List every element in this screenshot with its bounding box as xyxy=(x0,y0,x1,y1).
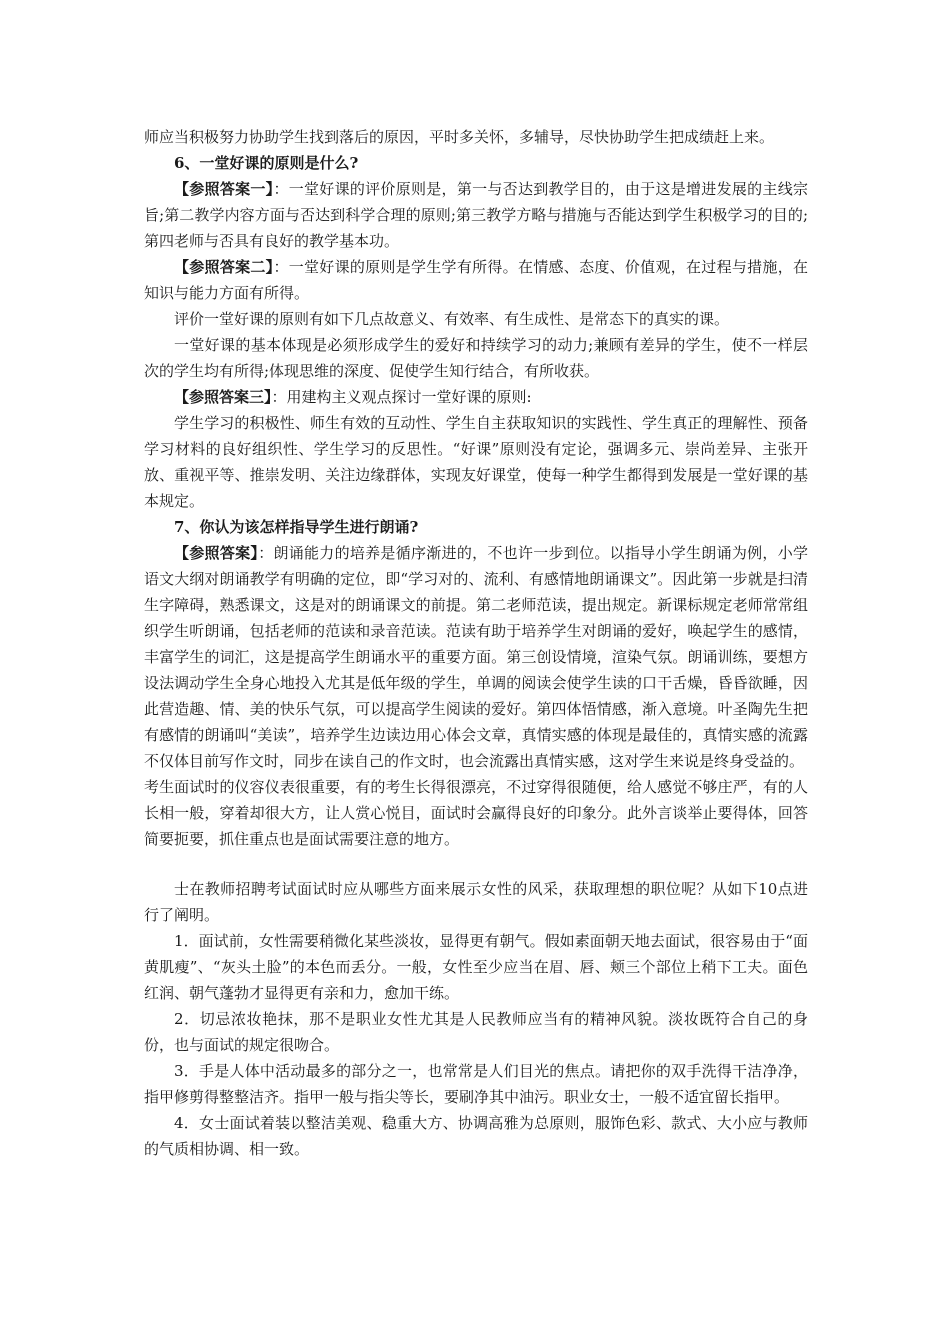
q7-answer-text: ：朗诵能力的培养是循序渐进的，不也许一步到位。以指导小学生朗诵为例，小学语文大纲对朗诵教学有明确的定位，即“学习对的、流利、有感情地朗诵课文”。因此第一步就是扫清生字障碍，熟悉课文，这是对的朗诵课文的前提。第二老师范读，提出规定。新课标规定老师常常组织学生听朗诵，包括老师的范读和录音范读。范读有助于培养学生对朗诵的爱好，唤起学生的感情，丰富学生的词汇，这是提高学生朗诵水平的重要方面。第三创设情境，渲染气氛。朗诵训练，要想方设法调动学生全身心地投入尤其是低年级的学生，单调的阅读会使学生读的口干舌燥，昏昏欲睡，因此营造趣、情、美的快乐气氛，可以提高学生阅读的爱好。第四体悟情感，渐入意境。叶圣陶先生把有感情的朗诵叫“美读”，培养学生边读边用心体会文章，真情实感的体现是最佳的，真情实感的流露不仅体目前写作文时，同步在读自己的作文时，也会流露出真情实感，这对学生来说是终身受益的。 xyxy=(144,544,808,770)
q6-answer-2-paragraph-3: 一堂好课的基本体现是必须形成学生的爱好和持续学习的动力;兼顾有差异的学生，使不一样层次的学生均有所得;体现思维的深度、促使学生知行结合，有所收获。 xyxy=(144,336,808,380)
q6-answer-2 xyxy=(144,254,808,306)
question-7-heading: 7、你认为该怎样指导学生进行朗诵? xyxy=(174,518,419,536)
appearance-paragraph: 考生面试时的仪容仪表很重要，有的考生长得很漂亮，不过穿得很随便，给人感觉不够庄严，有的人长相一般，穿着却很大方，让人赏心悦目，面试时会赢得良好的印象分。此外言谈举止要得体，回答简要扼要，抓住重点也是面试需要注意的地方。 xyxy=(144,778,808,848)
tip-1: 1．面试前，女性需要稍微化某些淡妆，显得更有朝气。假如素面朝天地去面试，很容易由于“面黄肌瘦”、“灰头土脸”的本色而丢分。一般，女性至少应当在眉、唇、颊三个部位上稍下工夫。面色红润、朝气蓬勃才显得更有亲和力，愈加干练。 xyxy=(144,932,808,1002)
intro-paragraph: 师应当积极努力协助学生找到落后的原因，平时多关怀，多辅导，尽快协助学生把成绩赶上来。 xyxy=(144,128,775,146)
q6-answer-1 xyxy=(144,176,808,254)
q6-answer-2-label: 【参照答案二】 xyxy=(174,258,274,276)
q6-answer-1-label: 【参照答案一】 xyxy=(174,180,274,198)
question-6-heading: 6、一堂好课的原则是什么? xyxy=(174,154,359,172)
q6-answer-2-paragraph-2: 评价一堂好课的原则有如下几点故意义、有效率、有生成性、是常态下的真实的课。 xyxy=(174,310,730,328)
q6-answer-3 xyxy=(144,384,808,410)
female-tips-intro: 士在教师招聘考试面试时应从哪些方面来展示女性的风采，获取理想的职位呢？从如下10点进行了阐明。 xyxy=(144,880,808,924)
q6-answer-2-text: ：一堂好课的原则是学生学有所得。在情感、态度、价值观，在过程与措施，在知识与能力方面有所得。 xyxy=(144,258,808,302)
q6-answer-3-paragraph-2: 学生学习的积极性、师生有效的互动性、学生自主获取知识的实践性、学生真正的理解性、预备学习材料的良好组织性、学生学习的反思性。“好课”原则没有定论，强调多元、崇尚差异、主张开放、重视平等、推崇发明、关注边缘群体，实现友好课堂，使每一种学生都得到发展是一堂好课的基本规定。 xyxy=(144,414,808,510)
q6-answer-1-text: ：一堂好课的评价原则是，第一与否达到教学目的，由于这是增进发展的主线宗旨;第二教学内容方面与否达到科学合理的原则;第三教学方略与措施与否能达到学生积极学习的目的;第四老师与否具有良好的教学基本功。 xyxy=(144,180,808,250)
section-spacer xyxy=(144,852,808,876)
tip-3: 3．手是人体中活动最多的部分之一，也常常是人们目光的焦点。请把你的双手洗得干洁净净，指甲修剪得整整洁齐。指甲一般与指尖等长，要刷净其中油污。职业女士，一般不适宜留长指甲。 xyxy=(144,1062,808,1106)
q6-answer-3-text: ：用建构主义观点探讨一堂好课的原则: xyxy=(271,388,532,406)
q7-answer xyxy=(144,540,808,774)
q6-answer-3-label: 【参照答案三】 xyxy=(174,388,272,406)
document-body xyxy=(144,124,808,1162)
tip-2: 2．切忌浓妆艳抹，那不是职业女性尤其是人民教师应当有的精神风貌。淡妆既符合自己的身份，也与面试的规定很吻合。 xyxy=(144,1010,808,1054)
tip-4: 4．女士面试着装以整洁美观、稳重大方、协调高雅为总原则，服饰色彩、款式、大小应与教师的气质相协调、相一致。 xyxy=(144,1114,808,1158)
q7-answer-label: 【参照答案】 xyxy=(174,544,259,562)
